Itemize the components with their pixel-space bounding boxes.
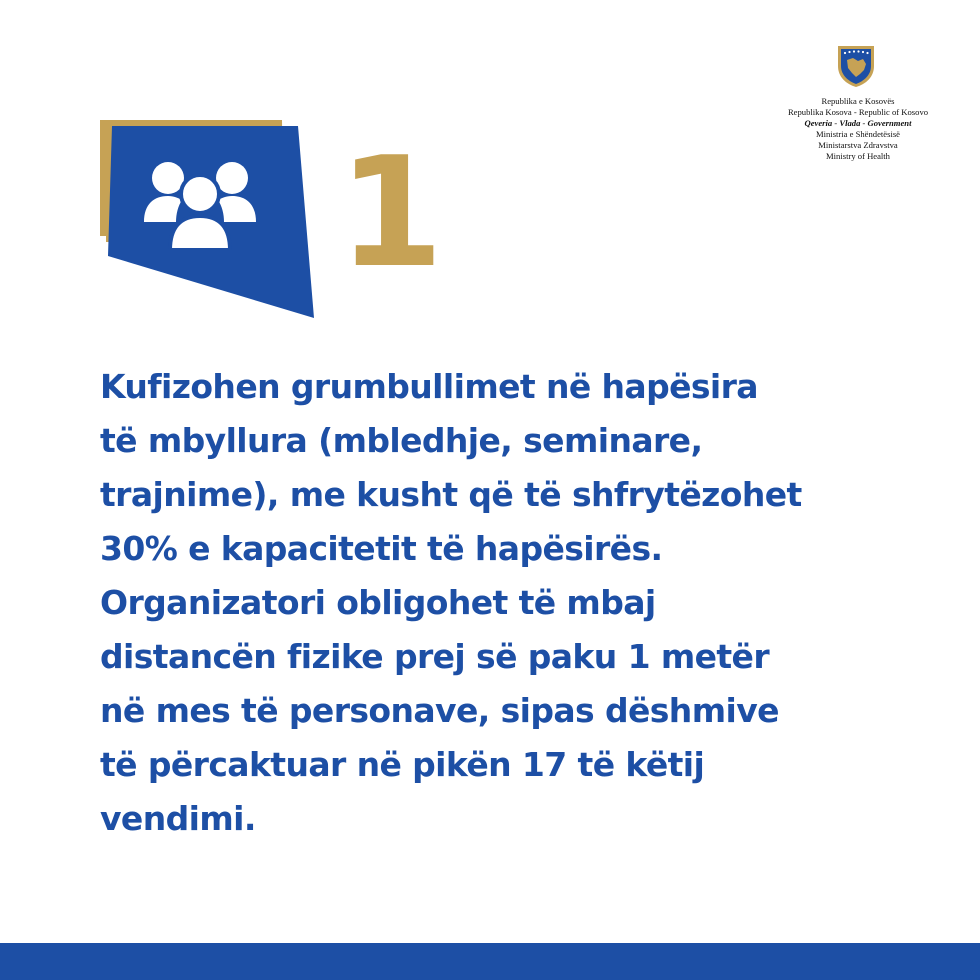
gov-line-republic-multi: Republika Kosova - Republic of Kosovo <box>787 107 929 117</box>
rule-text-line: trajnime), me kusht që të shfrytëzohet <box>100 475 802 514</box>
rule-number: 1 <box>338 124 444 301</box>
gov-line-government: Qeveria - Vlada - Government <box>804 118 912 128</box>
people-badge <box>98 118 318 322</box>
government-header <box>760 96 956 162</box>
rule-text-line: vendimi. <box>100 799 256 838</box>
rule-text-line: Organizatori obligohet të mbaj <box>100 583 656 622</box>
gov-line-ministry-en: Ministry of Health <box>826 151 890 161</box>
rule-text-line: të përcaktuar në pikën 17 të këtij <box>100 745 705 784</box>
rule-text-line: të mbyllura (mbledhje, seminare, <box>100 421 703 460</box>
kosovo-emblem-icon <box>836 44 876 88</box>
gov-line-republic-sq: Republika e Kosovës <box>821 96 895 106</box>
gov-line-ministry-sr: Ministarstva Zdravstva <box>818 140 898 150</box>
bottom-bar <box>0 943 980 980</box>
rule-text-line: 30% e kapacitetit të hapësirës. <box>100 529 663 568</box>
gov-line-ministry-sq: Ministria e Shëndetësisë <box>815 129 900 139</box>
rule-text-line: distancën fizike prej së paku 1 metër <box>100 637 770 676</box>
rule-text-line: në mes të personave, sipas dëshmive <box>100 691 779 730</box>
rule-text-line: Kufizohen grumbullimet në hapësira <box>100 367 758 406</box>
rule-text <box>100 360 920 846</box>
